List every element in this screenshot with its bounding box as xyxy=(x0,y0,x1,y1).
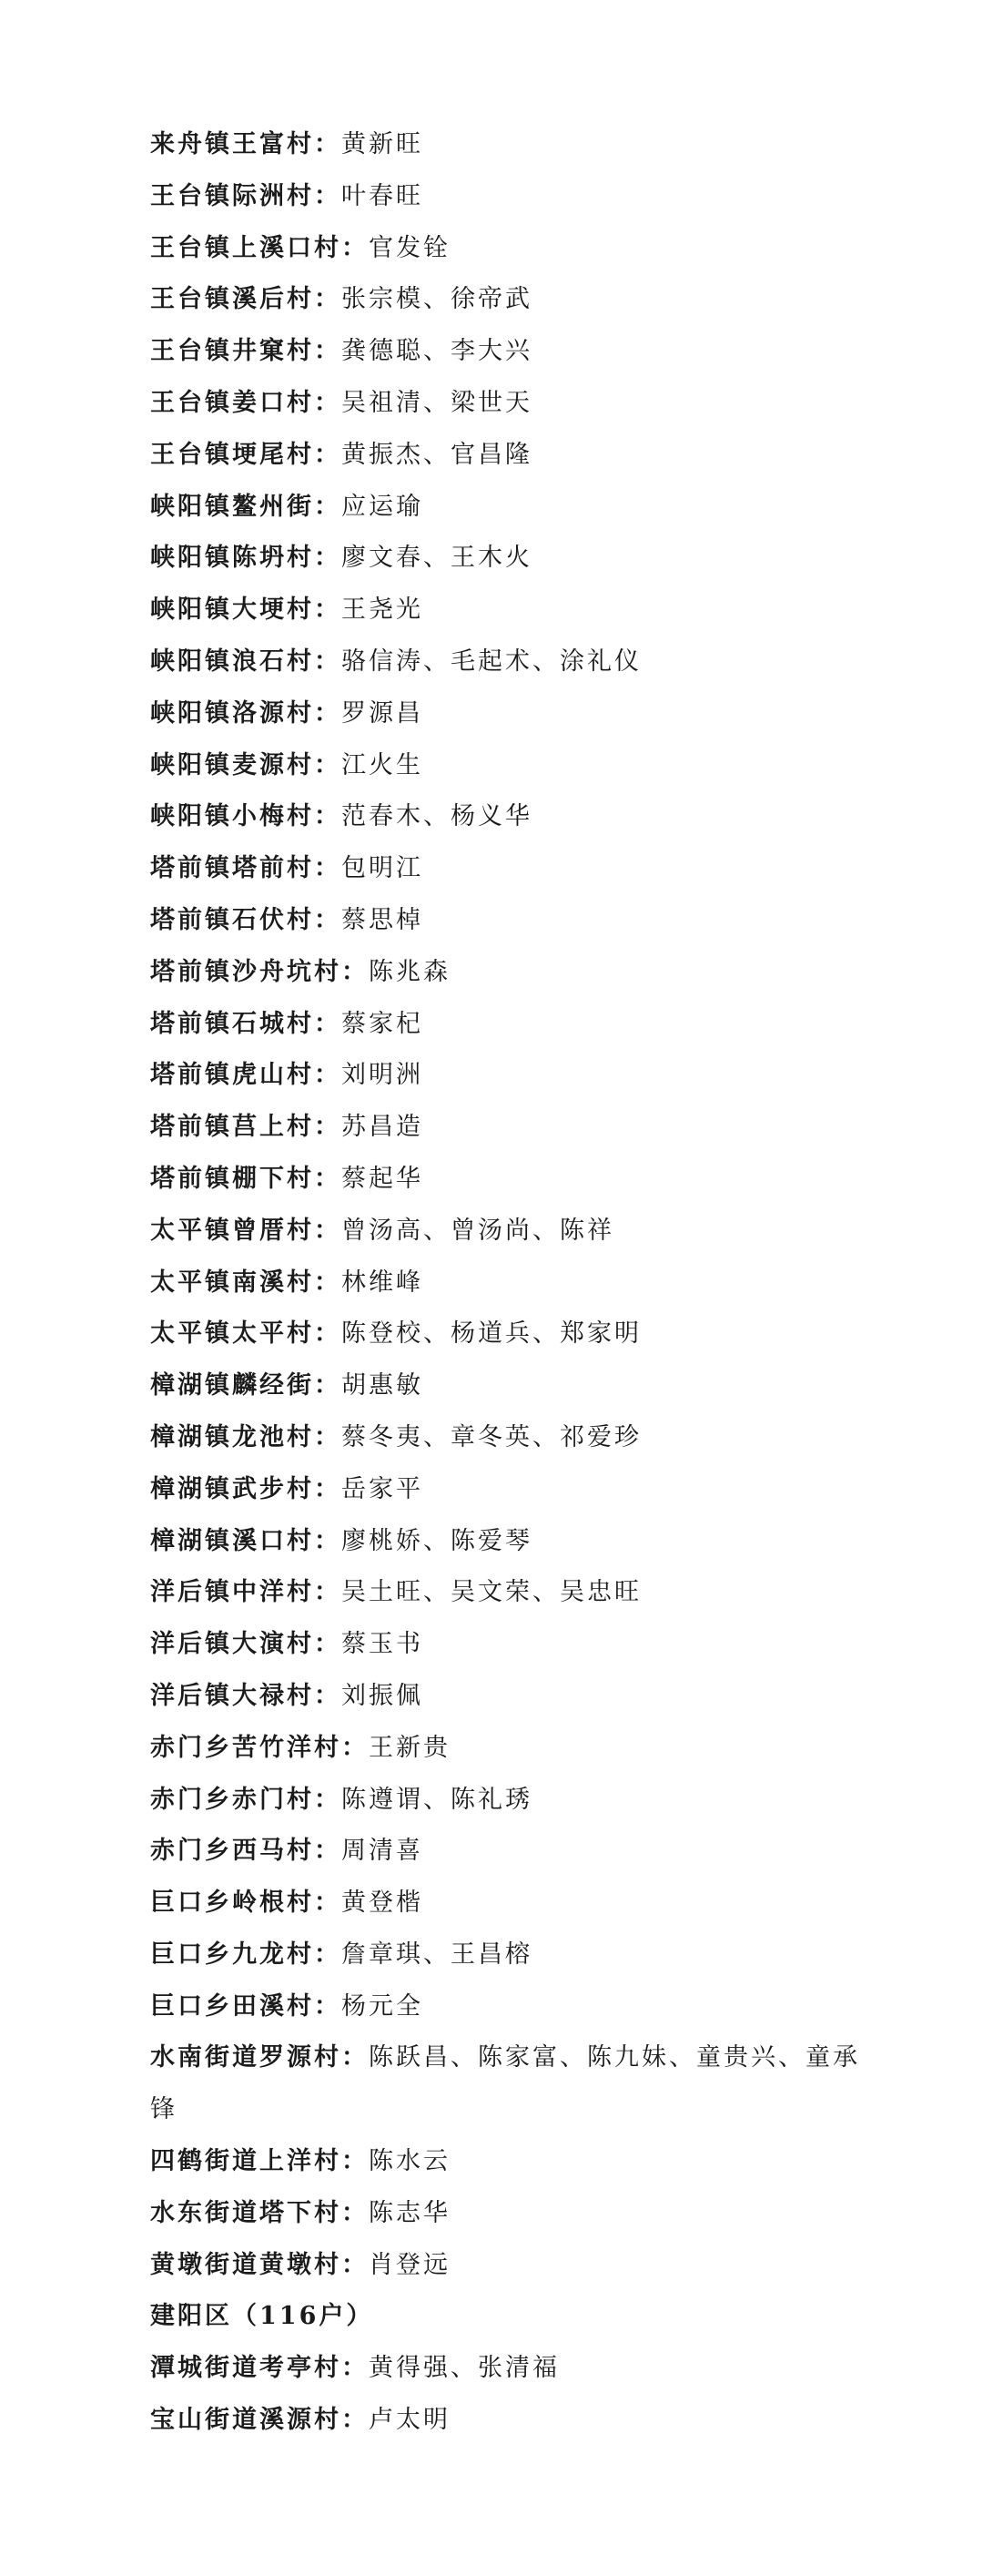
village-name: 巨口乡岭根村： xyxy=(150,1889,341,1918)
list-item xyxy=(150,2032,860,2136)
list-item xyxy=(150,223,860,275)
village-name: 塔前镇石城村： xyxy=(150,1009,341,1038)
person-names: 龚德聪、李大兴 xyxy=(341,337,532,366)
person-names: 杨元全 xyxy=(341,1991,423,2021)
list-item xyxy=(150,171,860,223)
person-names: 蔡玉书 xyxy=(341,1630,423,1659)
person-names: 林维峰 xyxy=(341,1268,423,1297)
person-names: 吴土旺、吴文荣、吴忠旺 xyxy=(341,1578,642,1607)
village-name: 洋后镇中洋村： xyxy=(150,1578,341,1607)
village-name: 塔前镇莒上村： xyxy=(150,1113,341,1142)
list-item xyxy=(150,274,860,326)
list-item xyxy=(150,1723,860,1775)
village-name: 赤门乡苦竹洋村： xyxy=(150,1733,369,1762)
village-name: 樟湖镇溪口村： xyxy=(150,1526,341,1555)
person-names: 陈遵谓、陈礼琇 xyxy=(341,1785,532,1814)
village-name: 峡阳镇大埂村： xyxy=(150,596,341,625)
list-item xyxy=(150,1464,860,1516)
village-name: 峡阳镇浪石村： xyxy=(150,647,341,676)
list-item xyxy=(150,1050,860,1102)
person-names: 骆信涛、毛起术、涂礼仪 xyxy=(341,647,642,676)
list-item xyxy=(150,119,860,171)
person-names: 官发铨 xyxy=(369,233,451,262)
list-item xyxy=(150,1102,860,1154)
person-names: 陈志华 xyxy=(369,2198,451,2227)
list-item xyxy=(150,1929,860,1981)
list-item xyxy=(150,430,860,482)
list-item xyxy=(150,1206,860,1257)
list-item xyxy=(150,1826,860,1878)
list-item xyxy=(150,791,860,843)
village-name: 塔前镇石伏村： xyxy=(150,905,341,934)
village-name: 太平镇南溪村： xyxy=(150,1268,341,1297)
person-names: 黄登楷 xyxy=(341,1889,423,1918)
village-name: 巨口乡九龙村： xyxy=(150,1940,341,1969)
village-name: 太平镇曾厝村： xyxy=(150,1216,341,1245)
village-name: 太平镇太平村： xyxy=(150,1319,341,1349)
list-item xyxy=(150,1308,860,1360)
village-name: 赤门乡西马村： xyxy=(150,1837,341,1866)
person-names: 蔡思棹 xyxy=(341,905,423,934)
person-names: 陈水云 xyxy=(369,2147,451,2176)
person-names: 陈兆森 xyxy=(369,957,451,986)
person-names: 王新贵 xyxy=(369,1733,451,1762)
person-names: 黄得强、张清福 xyxy=(369,2354,560,2383)
list-item xyxy=(150,533,860,585)
list-item xyxy=(150,688,860,740)
list-item xyxy=(150,1360,860,1412)
village-name: 峡阳镇陈坍村： xyxy=(150,544,341,573)
village-name: 水南街道罗源村： xyxy=(150,2043,369,2072)
person-names: 胡惠敏 xyxy=(341,1371,423,1400)
village-name: 樟湖镇武步村： xyxy=(150,1474,341,1503)
list-item xyxy=(150,1619,860,1671)
village-name: 王台镇姜口村： xyxy=(150,388,341,417)
village-name: 建阳区（116户） xyxy=(150,2302,374,2331)
list-item xyxy=(150,1567,860,1619)
person-names: 蔡冬夷、章冬英、祁爱珍 xyxy=(341,1422,642,1451)
list-item xyxy=(150,2291,860,2343)
village-name: 来舟镇王富村： xyxy=(150,130,341,158)
list-item xyxy=(150,1516,860,1568)
person-names: 蔡起华 xyxy=(341,1164,423,1193)
document-body xyxy=(150,119,860,2447)
list-item xyxy=(150,1671,860,1723)
list-item xyxy=(150,482,860,534)
list-item xyxy=(150,1775,860,1827)
person-names: 蔡家杞 xyxy=(341,1009,423,1038)
village-name: 黄墩街道黄墩村： xyxy=(150,2250,369,2279)
list-item xyxy=(150,740,860,792)
person-names: 黄振杰、官昌隆 xyxy=(341,440,532,469)
list-item xyxy=(150,378,860,430)
list-item xyxy=(150,636,860,688)
person-names: 陈跃昌、陈家富、陈九妹、童贵兴、童承锋 xyxy=(150,2043,860,2124)
village-name: 洋后镇大禄村： xyxy=(150,1681,341,1710)
village-name: 洋后镇大演村： xyxy=(150,1630,341,1659)
list-item xyxy=(150,2240,860,2292)
list-item xyxy=(150,2395,860,2447)
village-name: 潭城街道考亭村： xyxy=(150,2354,369,2383)
person-names: 叶春旺 xyxy=(341,181,423,210)
village-name: 宝山街道溪源村： xyxy=(150,2406,369,2435)
person-names: 黄新旺 xyxy=(341,130,423,158)
village-name: 王台镇际洲村： xyxy=(150,181,341,210)
person-names: 曾汤高、曾汤尚、陈祥 xyxy=(341,1216,614,1245)
person-names: 刘振佩 xyxy=(341,1681,423,1710)
list-item xyxy=(150,1981,860,2033)
person-names: 张宗模、徐帝武 xyxy=(341,285,532,314)
village-name: 樟湖镇麟经街： xyxy=(150,1371,341,1400)
person-names: 周清喜 xyxy=(341,1837,423,1866)
village-name: 塔前镇沙舟坑村： xyxy=(150,957,369,986)
person-names: 詹章琪、王昌榕 xyxy=(341,1940,532,1969)
person-names: 肖登远 xyxy=(369,2250,451,2279)
person-names: 王尧光 xyxy=(341,596,423,625)
list-item xyxy=(150,2343,860,2395)
village-name: 峡阳镇洛源村： xyxy=(150,698,341,728)
list-item xyxy=(150,2136,860,2188)
list-item xyxy=(150,326,860,378)
village-name: 巨口乡田溪村： xyxy=(150,1991,341,2021)
list-item xyxy=(150,2188,860,2240)
village-name: 峡阳镇麦源村： xyxy=(150,750,341,779)
village-name: 峡阳镇小梅村： xyxy=(150,802,341,831)
village-name: 王台镇埂尾村： xyxy=(150,440,341,469)
person-names: 范春木、杨义华 xyxy=(341,802,532,831)
person-names: 包明江 xyxy=(341,854,423,883)
person-names: 应运瑜 xyxy=(341,492,423,521)
person-names: 刘明洲 xyxy=(341,1061,423,1090)
person-names: 廖文春、王木火 xyxy=(341,544,532,573)
list-item xyxy=(150,1154,860,1206)
person-names: 罗源昌 xyxy=(341,698,423,728)
list-item xyxy=(150,1412,860,1464)
village-name: 塔前镇棚下村： xyxy=(150,1164,341,1193)
person-names: 江火生 xyxy=(341,750,423,779)
list-item xyxy=(150,895,860,947)
person-names: 卢太明 xyxy=(369,2406,451,2435)
list-item xyxy=(150,947,860,999)
village-name: 塔前镇虎山村： xyxy=(150,1061,341,1090)
list-item xyxy=(150,1878,860,1929)
village-name: 塔前镇塔前村： xyxy=(150,854,341,883)
village-name: 樟湖镇龙池村： xyxy=(150,1422,341,1451)
village-name: 四鹤街道上洋村： xyxy=(150,2147,369,2176)
village-name: 峡阳镇鳌州街： xyxy=(150,492,341,521)
person-names: 吴祖清、梁世天 xyxy=(341,388,532,417)
list-item xyxy=(150,1257,860,1309)
list-item xyxy=(150,843,860,895)
list-item xyxy=(150,999,860,1051)
village-name: 赤门乡赤门村： xyxy=(150,1785,341,1814)
person-names: 苏昌造 xyxy=(341,1113,423,1142)
village-name: 王台镇溪后村： xyxy=(150,285,341,314)
village-name: 王台镇上溪口村： xyxy=(150,233,369,262)
person-names: 陈登校、杨道兵、郑家明 xyxy=(341,1319,642,1349)
village-name: 水东街道塔下村： xyxy=(150,2198,369,2227)
person-names: 廖桃娇、陈爱琴 xyxy=(341,1526,532,1555)
person-names: 岳家平 xyxy=(341,1474,423,1503)
village-name: 王台镇井窠村： xyxy=(150,337,341,366)
list-item xyxy=(150,585,860,636)
